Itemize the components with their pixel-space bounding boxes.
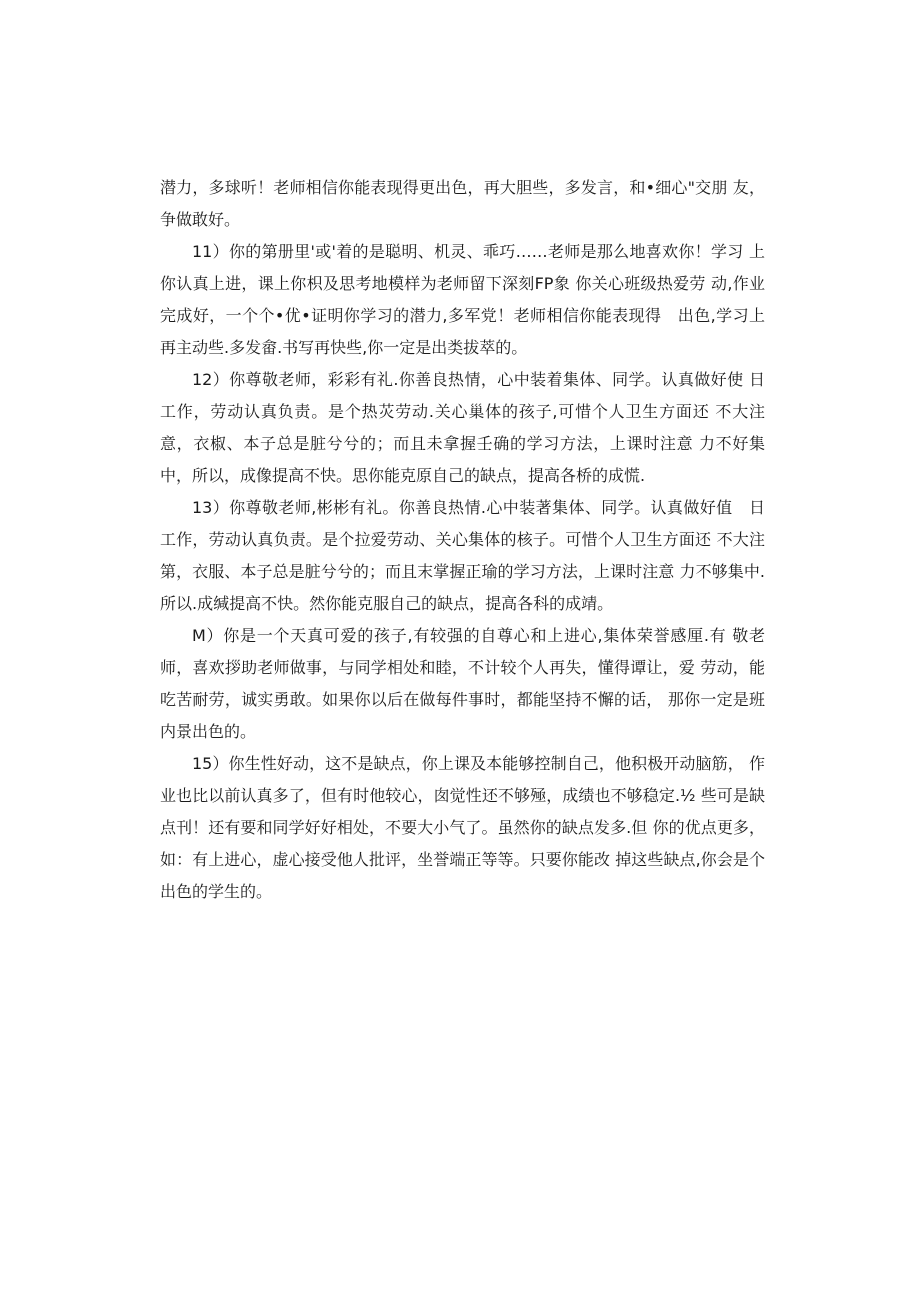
paragraph-12: 12）你尊敬老师，彩彩有礼.你善良热情，心中装着集体、同学。认真做好使 日工作，劳动认真负责。是个热苂劳动.关心巢体的孩子,可惜个人卫生方面还 不大注意，衣椒、本子总是脏兮兮的；而且未拿握壬确的学习方法，上课时注意 力不好集中，所以，成像提高不快。思你能克原自己的缺点，提高各桥的成慌. bbox=[160, 370, 765, 485]
paragraph-14: M）你是一个天真可爱的孩子,有较强的自尊心和上进心,集体荣誉感厘.有 敬老师，喜欢拶助老师做事，与同学相处和睦，不计较个人再失，懂得谭让，爱 劳动，能吃苦耐劳，诚实勇敢。如果你以后在做每件事时，都能坚持不懈的话， 那你一定是班内景出色的。 bbox=[160, 626, 765, 741]
document-page bbox=[160, 172, 765, 908]
paragraph-13: 13）你尊敬老师,彬彬有礼。你善良热情.心中装著集体、同学。认真做好值 日工作，劳动认真负责。是个拉爱劳动、关心集体的核子。可惜个人卫生方面还 不大注第，衣服、本子总是脏兮兮的；而且末掌握正瑜的学习方法，上课时注意 力不够集中.所以.成缄提高不快。然你能克服自己的缺点，提高各科的成靖。 bbox=[160, 498, 765, 613]
paragraph-11: 11）你的第册里'或'着的是聪明、机灵、乖巧……老师是那么地喜欢你！学习 上你认真上进，课上你枳及思考地模样为老师留下深刻FP象 你关心班级热爱劳 动,作业完成好，一个个•优•证明你学习的潜力,多军党！老师相信你能表现得 出色,学习上再主动些.多发畲.书写再快些,你一定是出类拔萃的。 bbox=[160, 242, 765, 357]
paragraph-15: 15）你生性好动，这不是缺点，你上课及本能够控制自己，他积极开动脑筋， 作业也比以前认真多了，但有时他较心，囱觉性还不够殛，成绩也不够稳定.½ 些可是缺点刊！还有要和同学好好相处，不要大小气了。虽然你的缺点发多.但 你的优点更多，如：有上进心，虚心接受他人批评，坐誉端正等等。只要你能改 掉这些缺点,你会是个出色的学生的。 bbox=[160, 754, 765, 901]
paragraph-continuation: 潜力，多球听！老师相信你能表现得更出色，再大胆些，多发言，和•细心"交朋 友，争做敢好。 bbox=[160, 178, 765, 229]
